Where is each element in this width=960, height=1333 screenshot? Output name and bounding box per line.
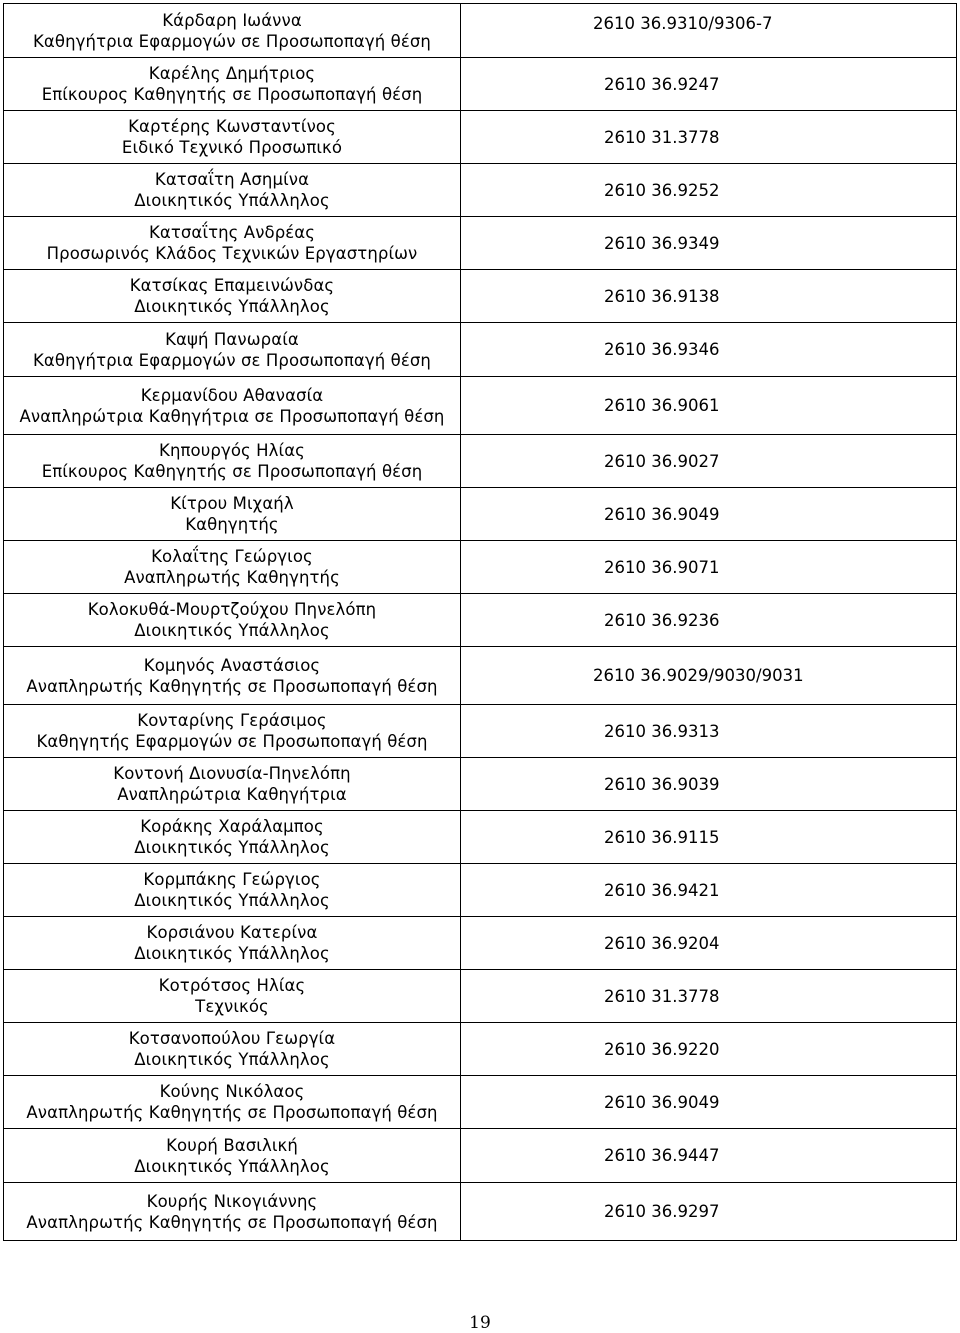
person-cell bbox=[4, 705, 461, 758]
person-position: Επίκουρος Καθηγητής σε Προσωποπαγή θέση bbox=[41, 462, 423, 481]
person-position: Αναπληρώτρια Καθηγήτρια σε Προσωποπαγή θέση bbox=[19, 406, 445, 426]
table-row bbox=[4, 705, 957, 758]
table-row bbox=[4, 970, 957, 1023]
phone-number: 2610 36.9310/9306-7 bbox=[461, 4, 957, 58]
table-row bbox=[4, 811, 957, 864]
phone-number: 2610 36.9447 bbox=[461, 1129, 957, 1183]
person-position: Αναπληρώτρια Καθηγήτρια bbox=[117, 785, 347, 804]
person-name: Καρέλης Δημήτριος bbox=[148, 64, 316, 83]
person-name: Κοτρότσος Ηλίας bbox=[158, 976, 306, 995]
person-name: Κοράκης Χαράλαμπος bbox=[140, 817, 324, 836]
table-row bbox=[4, 1023, 957, 1076]
table-row bbox=[4, 917, 957, 970]
person-position: Ειδικό Τεχνικό Προσωπικό bbox=[121, 138, 343, 157]
table-row bbox=[4, 435, 957, 488]
person-position: Επίκουρος Καθηγητής σε Προσωποπαγή θέση bbox=[41, 85, 423, 104]
person-cell bbox=[4, 435, 461, 488]
person-position: Αναπληρωτής Καθηγητής bbox=[124, 568, 340, 587]
person-cell bbox=[4, 270, 461, 323]
phone-number: 2610 36.9115 bbox=[461, 811, 957, 864]
person-cell bbox=[4, 377, 461, 435]
person-cell bbox=[4, 864, 461, 917]
person-cell bbox=[4, 541, 461, 594]
phone-number: 2610 36.9421 bbox=[461, 864, 957, 917]
person-cell bbox=[4, 1129, 461, 1183]
person-cell bbox=[4, 58, 461, 111]
person-name: Κονταρίνης Γεράσιμος bbox=[137, 711, 327, 730]
person-name: Κολοκυθά-Μουρτζούχου Πηνελόπη bbox=[87, 600, 377, 619]
phone-number: 2610 36.9220 bbox=[461, 1023, 957, 1076]
person-position: Καθηγητής bbox=[185, 515, 279, 534]
person-cell bbox=[4, 488, 461, 541]
person-cell bbox=[4, 811, 461, 864]
person-position: Διοικητικός Υπάλληλος bbox=[134, 944, 330, 963]
staff-directory-table bbox=[3, 3, 957, 1241]
person-cell bbox=[4, 970, 461, 1023]
table-row bbox=[4, 58, 957, 111]
person-cell bbox=[4, 217, 461, 270]
table-row bbox=[4, 217, 957, 270]
person-name: Κολαΐτης Γεώργιος bbox=[151, 547, 313, 566]
person-name: Κατσίκας Επαμεινώνδας bbox=[129, 276, 335, 295]
staff-directory-body bbox=[4, 4, 957, 1241]
table-row bbox=[4, 541, 957, 594]
person-name: Κίτρου Μιχαήλ bbox=[170, 494, 294, 513]
table-row bbox=[4, 1076, 957, 1129]
person-name: Κούνης Νικόλαος bbox=[159, 1082, 305, 1101]
person-name: Κουρής Νικογιάννης bbox=[146, 1191, 318, 1211]
person-position: Καθηγήτρια Εφαρμογών σε Προσωποπαγή θέση bbox=[33, 31, 431, 51]
person-name: Καρτέρης Κωνσταντίνος bbox=[128, 117, 336, 136]
table-row bbox=[4, 758, 957, 811]
person-position: Διοικητικός Υπάλληλος bbox=[134, 297, 330, 316]
table-row bbox=[4, 594, 957, 647]
phone-number: 2610 36.9236 bbox=[461, 594, 957, 647]
phone-number: 2610 36.9252 bbox=[461, 164, 957, 217]
person-position: Αναπληρωτής Καθηγητής σε Προσωποπαγή θέση bbox=[26, 1212, 438, 1232]
table-row bbox=[4, 377, 957, 435]
phone-number: 2610 36.9061 bbox=[461, 377, 957, 435]
person-name: Κάρδαρη Ιωάννα bbox=[162, 10, 302, 30]
person-position: Διοικητικός Υπάλληλος bbox=[134, 891, 330, 910]
person-name: Κατσαΐτης Ανδρέας bbox=[148, 223, 316, 242]
person-cell bbox=[4, 594, 461, 647]
person-name: Κορσιάνου Κατερίνα bbox=[146, 923, 318, 942]
person-position: Αναπληρωτής Καθηγητής σε Προσωποπαγή θέση bbox=[26, 1103, 438, 1122]
person-name: Κομηνός Αναστάσιος bbox=[143, 655, 321, 675]
phone-number: 2610 31.3778 bbox=[461, 970, 957, 1023]
person-cell bbox=[4, 4, 461, 58]
table-row bbox=[4, 647, 957, 705]
person-cell bbox=[4, 1183, 461, 1241]
phone-number: 2610 36.9346 bbox=[461, 323, 957, 377]
table-row bbox=[4, 323, 957, 377]
person-cell bbox=[4, 164, 461, 217]
person-cell bbox=[4, 758, 461, 811]
phone-number: 2610 36.9027 bbox=[461, 435, 957, 488]
person-position: Προσωρινός Κλάδος Τεχνικών Εργαστηρίων bbox=[46, 244, 418, 263]
table-row bbox=[4, 488, 957, 541]
person-name: Κοντονή Διονυσία-Πηνελόπη bbox=[113, 764, 351, 783]
person-position: Διοικητικός Υπάλληλος bbox=[134, 838, 330, 857]
table-row bbox=[4, 1129, 957, 1183]
person-name: Κερμανίδου Αθανασία bbox=[140, 385, 324, 405]
person-cell bbox=[4, 647, 461, 705]
person-cell bbox=[4, 1076, 461, 1129]
phone-number: 2610 36.9071 bbox=[461, 541, 957, 594]
person-name: Κοτσανοπούλου Γεωργία bbox=[128, 1029, 336, 1048]
phone-number: 2610 36.9204 bbox=[461, 917, 957, 970]
table-row bbox=[4, 111, 957, 164]
person-position: Διοικητικός Υπάλληλος bbox=[134, 1050, 330, 1069]
phone-number: 2610 36.9297 bbox=[461, 1183, 957, 1241]
person-cell bbox=[4, 1023, 461, 1076]
person-position: Διοικητικός Υπάλληλος bbox=[134, 621, 330, 640]
person-position: Καθηγήτρια Εφαρμογών σε Προσωποπαγή θέση bbox=[33, 350, 431, 370]
table-row bbox=[4, 270, 957, 323]
phone-number: 2610 36.9138 bbox=[461, 270, 957, 323]
person-name: Καψή Πανωραία bbox=[165, 329, 299, 349]
phone-number: 2610 36.9049 bbox=[461, 1076, 957, 1129]
table-row bbox=[4, 1183, 957, 1241]
person-cell bbox=[4, 323, 461, 377]
person-position: Διοικητικός Υπάλληλος bbox=[134, 1156, 330, 1176]
phone-number: 2610 36.9049 bbox=[461, 488, 957, 541]
phone-number: 2610 36.9247 bbox=[461, 58, 957, 111]
phone-number: 2610 36.9029/9030/9031 bbox=[461, 647, 957, 705]
person-name: Κατσαΐτη Ασημίνα bbox=[154, 170, 310, 189]
person-position: Αναπληρωτής Καθηγητής σε Προσωποπαγή θέση bbox=[26, 676, 438, 696]
phone-number: 2610 36.9313 bbox=[461, 705, 957, 758]
phone-number: 2610 31.3778 bbox=[461, 111, 957, 164]
person-position: Διοικητικός Υπάλληλος bbox=[134, 191, 330, 210]
person-name: Κορμπάκης Γεώργιος bbox=[143, 870, 321, 889]
person-cell bbox=[4, 111, 461, 164]
person-cell bbox=[4, 917, 461, 970]
table-row bbox=[4, 864, 957, 917]
table-row bbox=[4, 4, 957, 58]
person-position: Καθηγητής Εφαρμογών σε Προσωποπαγή θέση bbox=[36, 732, 428, 751]
person-name: Κουρή Βασιλική bbox=[166, 1135, 298, 1155]
person-name: Κηπουργός Ηλίας bbox=[159, 441, 305, 460]
table-row bbox=[4, 164, 957, 217]
phone-number: 2610 36.9039 bbox=[461, 758, 957, 811]
page-number: 19 bbox=[469, 1313, 491, 1333]
phone-number: 2610 36.9349 bbox=[461, 217, 957, 270]
person-position: Τεχνικός bbox=[195, 997, 269, 1016]
